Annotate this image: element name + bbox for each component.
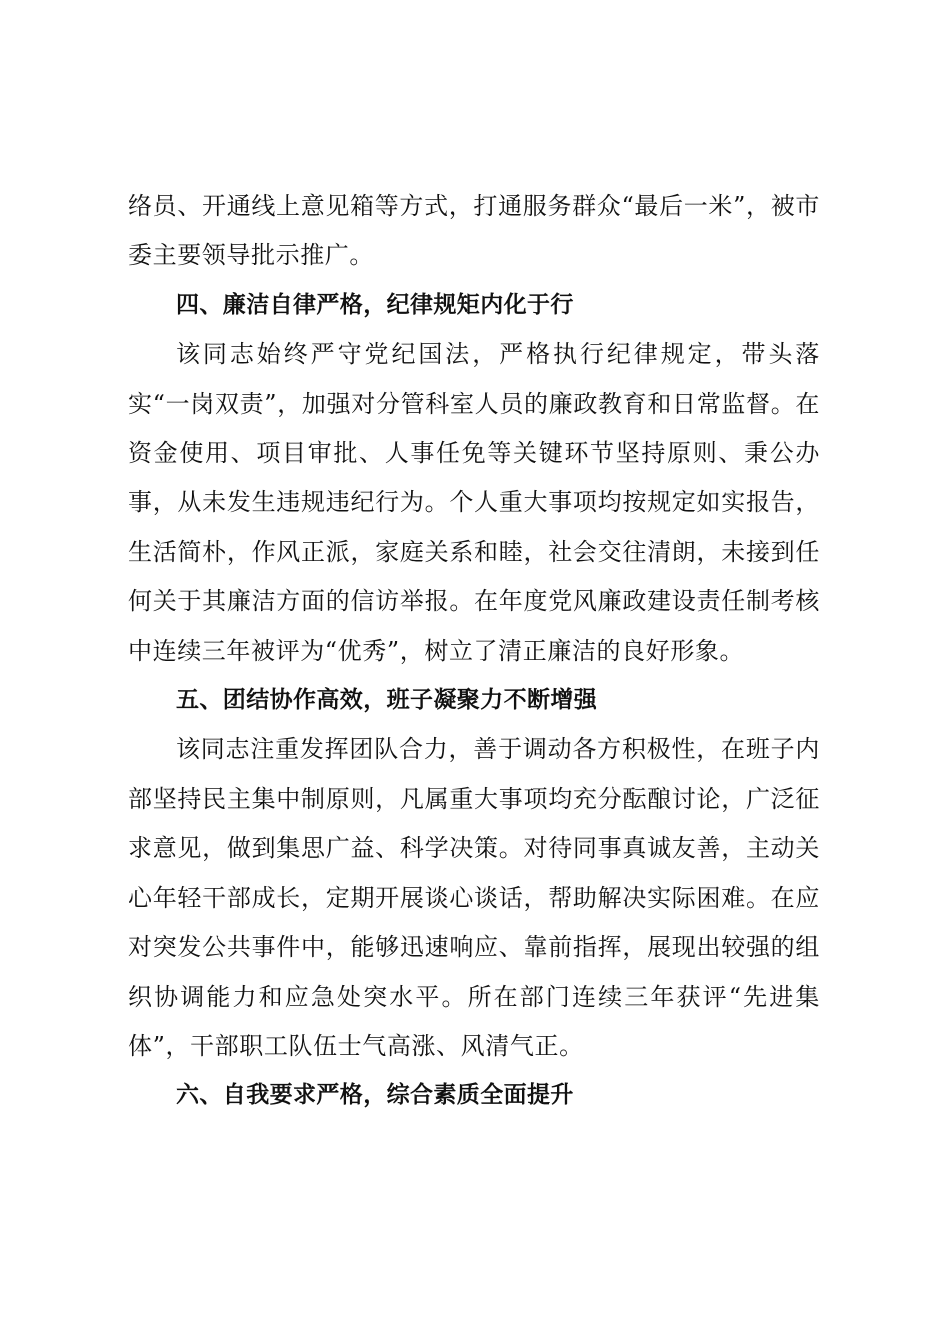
paragraph-integrity: 该同志始终严守党纪国法，严格执行纪律规定，带头落实“一岗双责”，加强对分管科室人员的廉政教育和日常监督。在资金使用、项目审批、人事任免等关键环节坚持原则、秉公办事，从未发生违规违纪行为。个人重大事项均按规定如实报告，生活简朴，作风正派，家庭关系和睦，社会交往清朗，未接到任何关于其廉洁方面的信访举报。在年度党风廉政建设责任制考核中连续三年被评为“优秀”，树立了清正廉洁的良好形象。 xyxy=(128,340,820,665)
section-heading-4: 四、廉洁自律严格，纪律规矩内化于行 xyxy=(176,291,574,318)
section-heading-6: 六、自我要求严格，综合素质全面提升 xyxy=(176,1082,574,1109)
paragraph-continuation: 络员、开通线上意见箱等方式，打通服务群众“最后一米”，被市委主要领导批示推广。 xyxy=(128,192,820,270)
document-body xyxy=(128,182,820,1121)
section-heading-5: 五、团结协作高效，班子凝聚力不断增强 xyxy=(176,687,598,714)
paragraph-teamwork: 该同志注重发挥团队合力，善于调动各方积极性，在班子内部坚持民主集中制原则，凡属重大事项均充分酝酿讨论，广泛征求意见，做到集思广益、科学决策。对待同事真诚友善，主动关心年轻干部成长，定期开展谈心谈话，帮助解决实际困难。在应对突发公共事件中，能够迅速响应、靠前指挥，展现出较强的组织协调能力和应急处突水平。所在部门连续三年获评“先进集体”，干部职工队伍士气高涨、风清气正。 xyxy=(128,735,820,1060)
